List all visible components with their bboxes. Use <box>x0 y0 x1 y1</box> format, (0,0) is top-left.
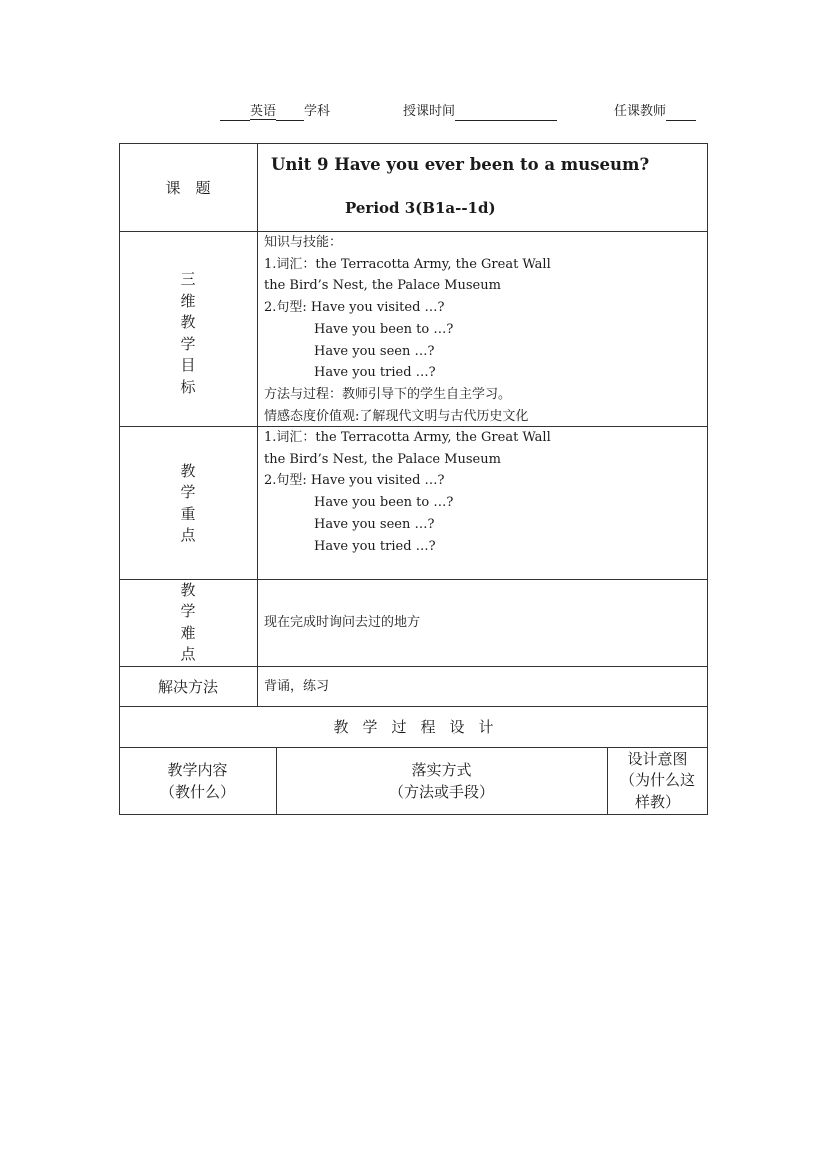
col-intent-header <box>607 748 708 814</box>
col-intent-line: 设计意图 <box>627 749 688 768</box>
teacher-label: 任课教师 <box>614 104 667 119</box>
goals-line: 方法与过程：教师引导下的学生自主学习。 <box>264 386 512 402</box>
goals-line: Have you tried …? <box>314 365 436 381</box>
goals-label-char: 目 <box>180 356 196 374</box>
goals-label-char: 三 <box>180 270 196 288</box>
goals-label-char: 维 <box>180 291 196 310</box>
key-label-char: 教 <box>180 461 196 480</box>
col-content-header <box>119 750 276 812</box>
unit-title: Unit 9 Have you ever been to a museum? <box>271 155 650 174</box>
difficulty-label-char: 点 <box>180 645 196 663</box>
time-field <box>403 103 557 121</box>
subject-field <box>220 103 330 121</box>
key-line: Have you been to …? <box>314 495 454 511</box>
key-label-char: 点 <box>180 526 196 544</box>
design-header: 教学过程设计 <box>333 718 508 736</box>
key-line: 1.词汇：the Terracotta Army, the Great Wall <box>264 430 551 445</box>
time-label: 授课时间 <box>403 104 456 119</box>
goals-line: Have you seen …? <box>314 343 435 359</box>
difficulty-label <box>119 579 257 666</box>
goals-content <box>257 232 708 426</box>
goals-line: Have you been to …? <box>314 321 454 337</box>
goals-line: 情感态度价值观:了解现代文明与古代历史文化 <box>264 408 529 424</box>
goals-label-char: 标 <box>180 377 196 396</box>
difficulty-label-char: 学 <box>180 602 196 620</box>
goals-line: 1.词汇：the Terracotta Army, the Great Wall <box>264 256 551 272</box>
key-line: Have you tried …? <box>314 538 436 554</box>
period-title: Period 3(B1a--1d) <box>345 199 496 217</box>
difficulty-label-char: 难 <box>180 623 196 642</box>
key-line: 2.句型: Have you visited …? <box>264 473 445 489</box>
col-intent-line: （为什么这 <box>619 771 695 790</box>
goals-label-char: 学 <box>180 334 196 353</box>
key-label-char: 学 <box>180 483 196 501</box>
key-label-char: 重 <box>180 504 196 523</box>
method-text: 背诵，练习 <box>264 679 330 694</box>
goals-label-char: 教 <box>180 313 196 331</box>
col-method-line: 落实方式 <box>411 761 472 779</box>
col-intent-line: 样教） <box>634 792 680 811</box>
method-label: 解决方法 <box>157 677 218 696</box>
col-method-line: （方法或手段） <box>388 783 494 801</box>
topic-label: 课 题 <box>165 178 211 197</box>
key-line: the Bird’s Nest, the Palace Museum <box>264 451 501 467</box>
goals-line: the Bird’s Nest, the Palace Museum <box>264 278 501 294</box>
header-line <box>0 103 827 123</box>
subject-value: 英语 <box>250 104 277 119</box>
difficulty-text: 现在完成时询问去过的地方 <box>264 615 421 630</box>
goals-line: 知识与技能： <box>264 235 343 250</box>
subject-suffix: 学科 <box>304 104 331 119</box>
key-line: Have you seen …? <box>314 516 435 532</box>
teacher-field <box>614 103 696 121</box>
col-content-line: 教学内容 <box>167 761 228 779</box>
key-label <box>119 426 257 579</box>
difficulty-label-char: 教 <box>180 580 196 599</box>
col-content-line: （教什么） <box>159 783 235 801</box>
key-content <box>257 427 708 579</box>
col-method-header <box>276 750 607 812</box>
goals-line: 2.句型: Have you visited …? <box>264 300 445 316</box>
goals-label <box>119 231 257 426</box>
